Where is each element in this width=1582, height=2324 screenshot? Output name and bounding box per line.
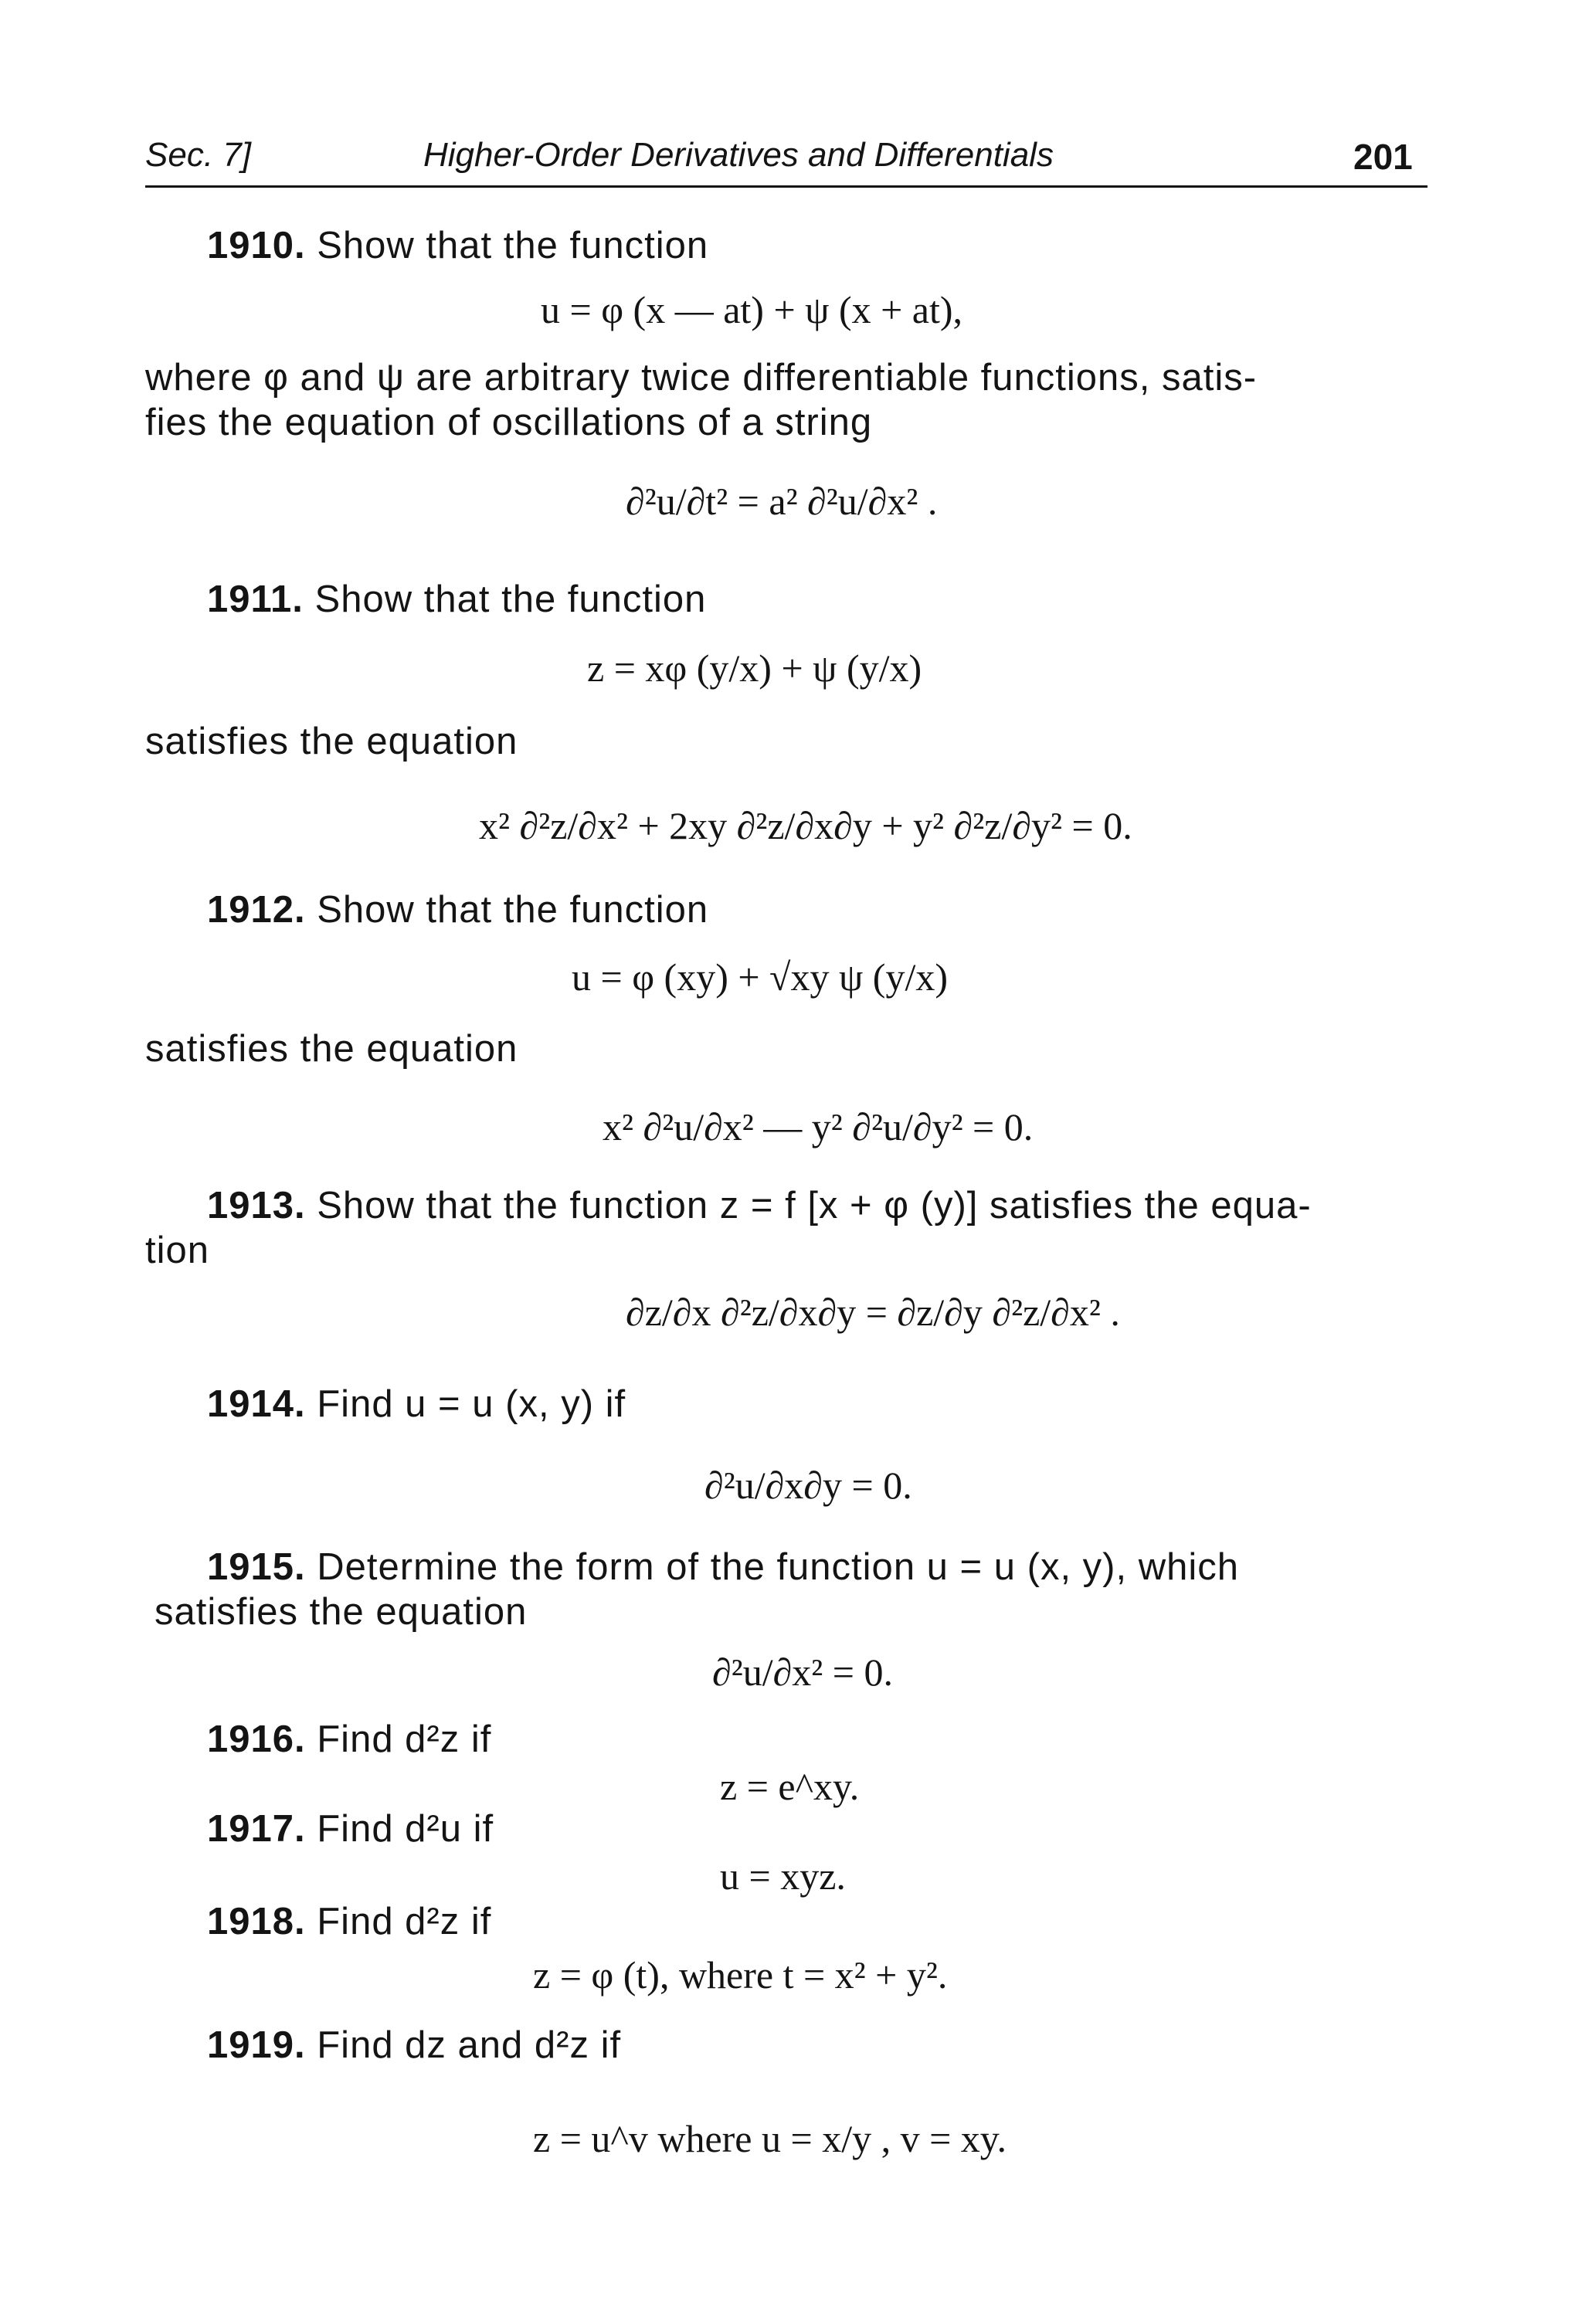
problem-1912-equation: x² ∂²u/∂x² — y² ∂²u/∂y² = 0. bbox=[603, 1105, 1034, 1148]
problem-text: Show that the function bbox=[317, 225, 709, 266]
problem-number: 1916. bbox=[207, 1718, 306, 1760]
problem-1914-statement bbox=[207, 1383, 626, 1426]
running-title: Higher-Order Derivatives and Differentials bbox=[423, 136, 1054, 174]
problem-1917-formula: u = xyz. bbox=[720, 1854, 846, 1898]
problem-text: Find d²z if bbox=[317, 1718, 492, 1760]
problem-1918-statement bbox=[207, 1900, 491, 1943]
problem-1917-statement bbox=[207, 1807, 494, 1851]
problem-1913-statement bbox=[145, 1183, 1312, 1273]
page-number: 201 bbox=[1353, 137, 1413, 177]
problem-1910-equation: ∂²u/∂t² = a² ∂²u/∂x² . bbox=[626, 480, 938, 523]
problem-text: Find dz and d²z if bbox=[317, 2024, 622, 2066]
problem-number: 1919. bbox=[207, 2024, 306, 2066]
problem-1911-formula: z = xφ (y/x) + ψ (y/x) bbox=[587, 646, 922, 690]
problem-1919-statement bbox=[207, 2024, 621, 2067]
problem-number: 1913. bbox=[207, 1185, 306, 1226]
problem-text-line: satisfies the equation bbox=[154, 1591, 528, 1633]
problem-number: 1915. bbox=[207, 1546, 306, 1588]
problem-text-line bbox=[154, 1545, 1239, 1589]
problem-number: 1914. bbox=[207, 1383, 306, 1425]
problem-1911-text: satisfies the equation bbox=[145, 721, 518, 762]
problem-1913-equation: ∂z/∂x ∂²z/∂x∂y = ∂z/∂y ∂²z/∂x² . bbox=[626, 1291, 1120, 1334]
problem-1910-formula: u = φ (x — at) + ψ (x + at), bbox=[541, 288, 963, 331]
problem-1912-statement bbox=[207, 888, 708, 931]
problem-1912-formula: u = φ (xy) + √xy ψ (y/x) bbox=[572, 955, 948, 999]
problem-number: 1917. bbox=[207, 1808, 306, 1850]
problem-text-line: where φ and ψ are arbitrary twice differentiable functions, satis- bbox=[145, 357, 1258, 399]
problem-1915-statement bbox=[154, 1545, 1239, 1634]
problem-1910-statement bbox=[207, 224, 708, 267]
problem-1918-formula: z = φ (t), where t = x² + y². bbox=[533, 1953, 948, 1997]
problem-text: Find d²z if bbox=[317, 1901, 492, 1942]
problem-1919-formula: z = u^v where u = x/y , v = xy. bbox=[533, 2117, 1007, 2160]
problem-1911-equation: x² ∂²z/∂x² + 2xy ∂²z/∂x∂y + y² ∂²z/∂y² = 0. bbox=[479, 804, 1132, 847]
problem-number: 1912. bbox=[207, 889, 306, 931]
problem-1912-text: satisfies the equation bbox=[145, 1028, 518, 1070]
problem-1916-statement bbox=[207, 1718, 491, 1761]
problem-number: 1918. bbox=[207, 1901, 306, 1942]
problem-text: Show that the function z = f [x + φ (y)] satisfies the equa- bbox=[317, 1185, 1312, 1226]
problem-text: Find d²u if bbox=[317, 1808, 494, 1850]
problem-text-line bbox=[145, 1183, 1312, 1228]
problem-text: Determine the form of the function u = u (x, y), which bbox=[317, 1546, 1240, 1588]
problem-text: Show that the function bbox=[314, 578, 707, 620]
problem-number: 1910. bbox=[207, 225, 306, 266]
problem-number: 1911. bbox=[207, 578, 304, 620]
problem-1910-text bbox=[145, 355, 1257, 445]
header-rule bbox=[145, 185, 1428, 188]
problem-text: Show that the function bbox=[317, 889, 709, 931]
problem-text: Find u = u (x, y) if bbox=[317, 1383, 626, 1425]
problem-1911-statement bbox=[207, 578, 706, 621]
problem-1914-equation: ∂²u/∂x∂y = 0. bbox=[704, 1464, 912, 1507]
problem-text-line: fies the equation of oscillations of a string bbox=[145, 402, 873, 443]
problem-text-line: tion bbox=[145, 1230, 210, 1271]
problem-1916-formula: z = e^xy. bbox=[720, 1765, 860, 1808]
section-label: Sec. 7] bbox=[145, 136, 251, 174]
problem-1915-equation: ∂²u/∂x² = 0. bbox=[712, 1651, 893, 1694]
